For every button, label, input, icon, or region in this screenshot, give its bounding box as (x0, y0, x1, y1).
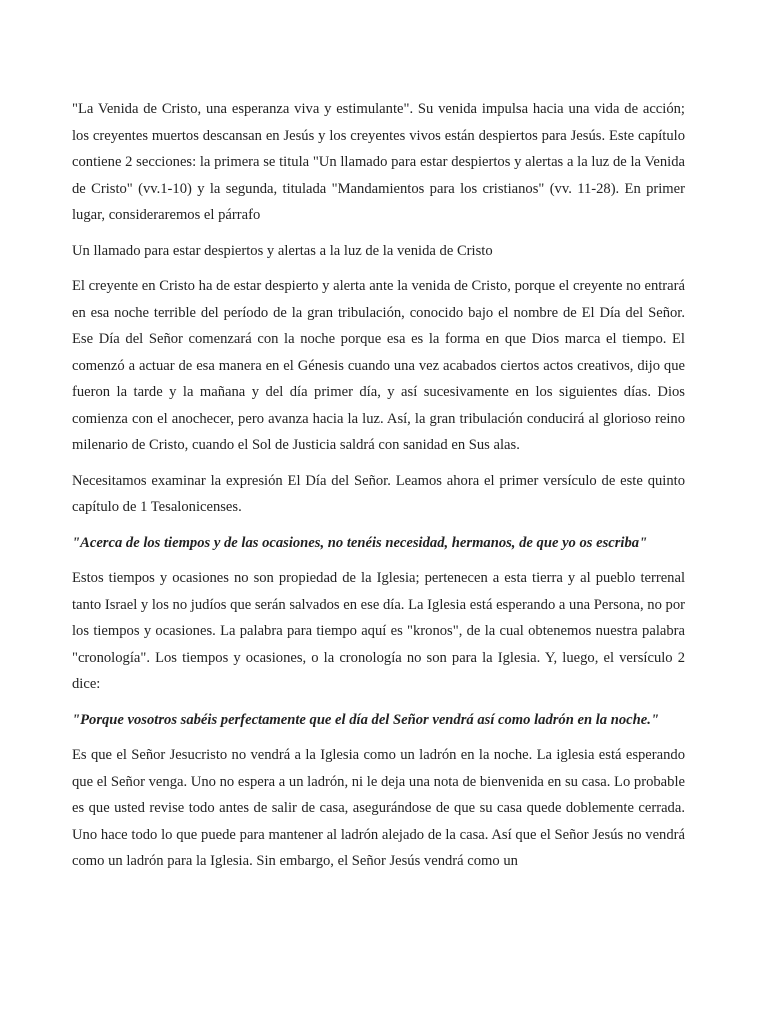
body-paragraph-thief: Es que el Señor Jesucristo no vendrá a la Iglesia como un ladrón en la noche. La iglesia está esperando que el Señor venga. Uno no espera a un ladrón, ni le deja una nota de bienvenida en su casa. Lo probable es que usted revise todo antes de salir de casa, asegurándose de que su casa quede doblemente cerrada. Uno hace todo lo que puede para mantener al ladrón alejado de la casa. Así que el Señor Jesús no vendrá como un ladrón para la Iglesia. Sin embargo, el Señor Jesús vendrá como un (72, 747, 685, 869)
body-paragraph-awake: El creyente en Cristo ha de estar despierto y alerta ante la venida de Cristo, porque el creyente no entrará en esa noche terrible del período de la gran tribulación, conocido bajo el nombre de El Día del Señor. Ese Día del Señor comenzará con la noche porque esa es la forma en que Dios marca el tiempo. El comenzó a actuar de esa manera en el Génesis cuando una vez acabados ciertos actos creativos, dijo que fueron la tarde y la mañana y del día primer día, y así sucesivamente en los siguientes días. Dios comienza con el anochecer, pero avanza hacia la luz. Así, la gran tribulación conducirá al glorioso reino milenario de Cristo, cuando el Sol de Justicia saldrá con sanidad en Sus alas. (72, 278, 685, 453)
document-page (72, 96, 685, 884)
body-paragraph-times: Estos tiempos y ocasiones no son propiedad de la Iglesia; pertenecen a esta tierra y al pueblo terrenal tanto Israel y los no judíos que serán salvados en ese día. La Iglesia está esperando a una Persona, no por los tiempos y ocasiones. La palabra para tiempo aquí es "kronos", de la cual obtenemos nuestra palabra "cronología". Los tiempos y ocasiones, o la cronología no son para la Iglesia. Y, luego, el versículo 2 dice: (72, 570, 685, 692)
body-paragraph-day-of-lord: Necesitamos examinar la expresión El Día del Señor. Leamos ahora el primer versículo de este quinto capítulo de 1 Tesalonicenses. (72, 472, 685, 515)
verse-quote-1: "Acerca de los tiempos y de las ocasiones, no tenéis necesidad, hermanos, de que yo os escriba" (72, 534, 648, 551)
verse-quote-2: "Porque vosotros sabéis perfectamente que el día del Señor vendrá así como ladrón en la noche." (72, 711, 659, 728)
intro-paragraph: "La Venida de Cristo, una esperanza viva y estimulante". Su venida impulsa hacia una vida de acción; los creyentes muertos descansan en Jesús y los creyentes vivos están despiertos para Jesús. Este capítulo contiene 2 secciones: la primera se titula "Un llamado para estar despiertos y alertas a la luz de la Venida de Cristo" (vv.1-10) y la segunda, titulada "Mandamientos para los cristianos" (vv. 11-28). En primer lugar, consideraremos el párrafo (72, 101, 685, 223)
section-heading: Un llamado para estar despiertos y alertas a la luz de la venida de Cristo (72, 242, 493, 259)
